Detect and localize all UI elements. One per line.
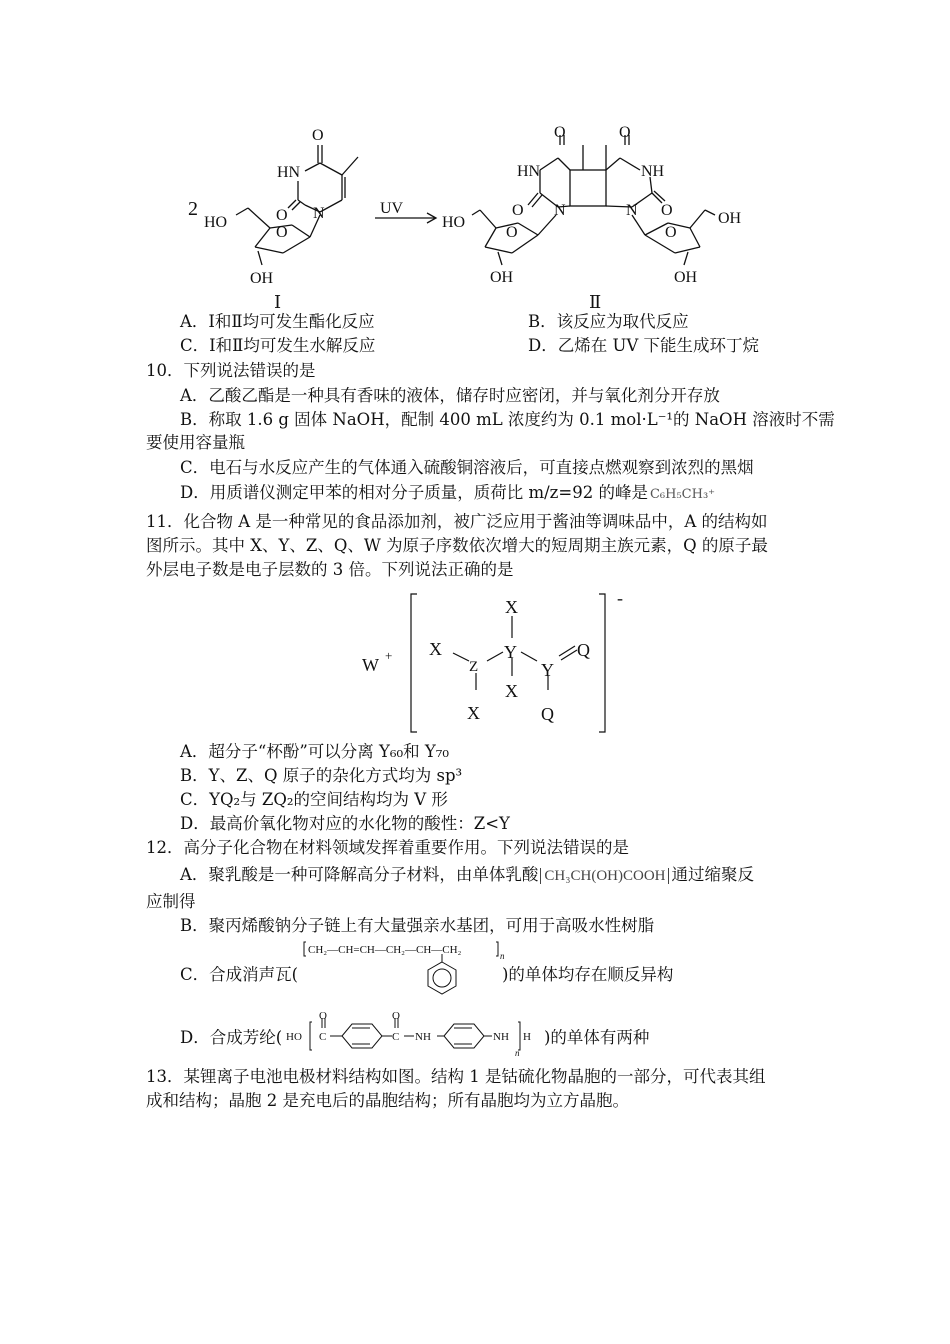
svg-text:O: O <box>512 202 524 219</box>
q10-option-b: B．称取 1.6 g 固体 NaOH，配制 400 mL 浓度约为 0.1 mol·L⁻¹的 NaOH 溶液时不需 <box>180 410 835 429</box>
svg-text:+: + <box>385 648 393 663</box>
q12-option-c-prefix: C．合成消声瓦( <box>180 965 299 984</box>
svg-text:Q: Q <box>541 704 554 724</box>
q11-stem-3: 外层电子数是电子层数的 3 倍。下列说法正确的是 <box>146 560 514 579</box>
coefficient: 2 <box>188 198 198 220</box>
svg-text:OH: OH <box>674 269 698 286</box>
svg-text:N: N <box>313 205 325 222</box>
svg-text:OH: OH <box>250 270 274 287</box>
svg-text:O: O <box>276 207 288 224</box>
q11-option-d: D．最高价氧化物对应的水化物的酸性：Z<Y <box>180 814 510 833</box>
q12-option-d-suffix: )的单体有两种 <box>544 1028 650 1047</box>
formula-lactic-acid: CH₃CH(OH)COOH <box>540 868 669 884</box>
svg-text:HO: HO <box>286 1031 302 1043</box>
q12-option-c-suffix: )的单体均存在顺反异构 <box>502 965 674 984</box>
svg-text:W: W <box>362 655 379 675</box>
reaction-scheme <box>180 115 780 315</box>
svg-text:O: O <box>661 202 673 219</box>
svg-text:X: X <box>467 703 480 723</box>
svg-text:Z: Z <box>469 659 479 675</box>
q9-option-c: C．Ⅰ和Ⅱ均可发生水解反应 <box>180 336 376 355</box>
svg-text:O: O <box>392 1010 400 1022</box>
svg-text:O: O <box>276 224 288 241</box>
q12-stem: 12．高分子化合物在材料领域发挥着重要作用。下列说法错误的是 <box>146 838 629 857</box>
svg-text:O: O <box>554 124 566 141</box>
svg-text:HN: HN <box>517 163 541 180</box>
uv-label: UV <box>380 200 404 217</box>
svg-text:OH: OH <box>490 269 514 286</box>
svg-text:HO: HO <box>442 214 466 231</box>
label-compound-1: Ⅰ <box>274 292 282 312</box>
q11-option-a: A．超分子“杯酚”可以分离 Y₆₀和 Y₇₀ <box>180 742 450 761</box>
q10-option-a: A．乙酸乙酯是一种具有香味的液体，储存时应密闭，并与氧化剂分开存放 <box>180 386 720 405</box>
q11-option-b: B．Y、Z、Q 原子的杂化方式均为 sp³ <box>180 766 463 785</box>
svg-text:X: X <box>429 639 442 659</box>
svg-text:C: C <box>392 1031 400 1043</box>
q12-option-a-cont: 应制得 <box>146 892 196 911</box>
q10-option-c: C．电石与水反应产生的气体通入硫酸铜溶液后，可直接点燃观察到浓烈的黑烟 <box>180 458 754 477</box>
q11-stem-2: 图所示。其中 X、Y、Z、Q、W 为原子序数依次增大的短周期主族元素，Q 的原子最 <box>146 536 768 555</box>
structure-compound-a <box>355 588 635 738</box>
svg-text:N: N <box>554 202 566 219</box>
q9-option-a: A．Ⅰ和Ⅱ均可发生酯化反应 <box>180 312 375 331</box>
svg-text:O: O <box>319 1010 327 1022</box>
svg-text:N: N <box>626 202 638 219</box>
svg-text:X: X <box>505 681 518 701</box>
q9-option-b: B．该反应为取代反应 <box>528 312 689 331</box>
polymer-sound-absorbing-tile <box>300 938 510 1000</box>
svg-text:O: O <box>665 224 677 241</box>
svg-text:C: C <box>319 1031 327 1043</box>
formula-toluene-ion: C₆H₅CH₃⁺ <box>649 487 716 502</box>
svg-text:-: - <box>617 588 623 608</box>
svg-text:NH: NH <box>493 1031 509 1043</box>
svg-text:H: H <box>523 1031 531 1043</box>
label-compound-2: Ⅱ <box>589 292 602 312</box>
svg-text:n: n <box>515 1048 520 1058</box>
q11-stem-1: 11．化合物 A 是一种常见的食品添加剂，被广泛应用于酱油等调味品中，A 的结构如 <box>146 512 768 531</box>
svg-text:Q: Q <box>577 640 590 660</box>
svg-text:Y: Y <box>541 660 554 680</box>
svg-text:O: O <box>312 127 324 144</box>
svg-text:NH: NH <box>641 163 665 180</box>
q9-option-d: D．乙烯在 UV 下能生成环丁烷 <box>528 336 760 355</box>
svg-text:CH₂—CH=CH—CH₂—CH—CH₂: CH₂—CH=CH—CH₂—CH—CH₂ <box>308 944 462 956</box>
svg-text:O: O <box>506 224 518 241</box>
q11-option-c: C．YQ₂与 ZQ₂的空间结构均为 V 形 <box>180 790 448 809</box>
svg-text:NH: NH <box>415 1031 431 1043</box>
svg-text:HN: HN <box>277 164 301 181</box>
svg-text:Y: Y <box>504 642 517 662</box>
q12-option-b: B．聚丙烯酸钠分子链上有大量强亲水基团，可用于高吸水性树脂 <box>180 916 655 935</box>
q13-stem-2: 成和结构；晶胞 2 是充电后的晶胞结构；所有晶胞均为立方晶胞。 <box>146 1091 629 1110</box>
polymer-aramid <box>282 1010 544 1060</box>
q13-stem-1: 13．某锂离子电池电极材料结构如图。结构 1 是钴硫化物晶胞的一部分，可代表其组 <box>146 1067 766 1086</box>
q12-option-a: A．聚乳酸是一种可降解高分子材料，由单体乳酸 CH₃CH(OH)COOH 通过缩聚反 <box>180 865 754 884</box>
svg-text:OH: OH <box>718 210 742 227</box>
q12-option-d-prefix: D．合成芳纶( <box>180 1028 283 1047</box>
q10-stem: 10．下列说法错误的是 <box>146 361 316 380</box>
q10-option-d: D．用质谱仪测定甲苯的相对分子质量，质荷比 m/z=92 的峰是 C₆H₅CH₃⁺ <box>180 483 716 502</box>
svg-text:O: O <box>619 124 631 141</box>
svg-text:n: n <box>500 951 505 961</box>
q10-option-b-cont: 要使用容量瓶 <box>146 433 245 452</box>
svg-text:X: X <box>505 597 518 617</box>
svg-text:HO: HO <box>204 214 228 231</box>
